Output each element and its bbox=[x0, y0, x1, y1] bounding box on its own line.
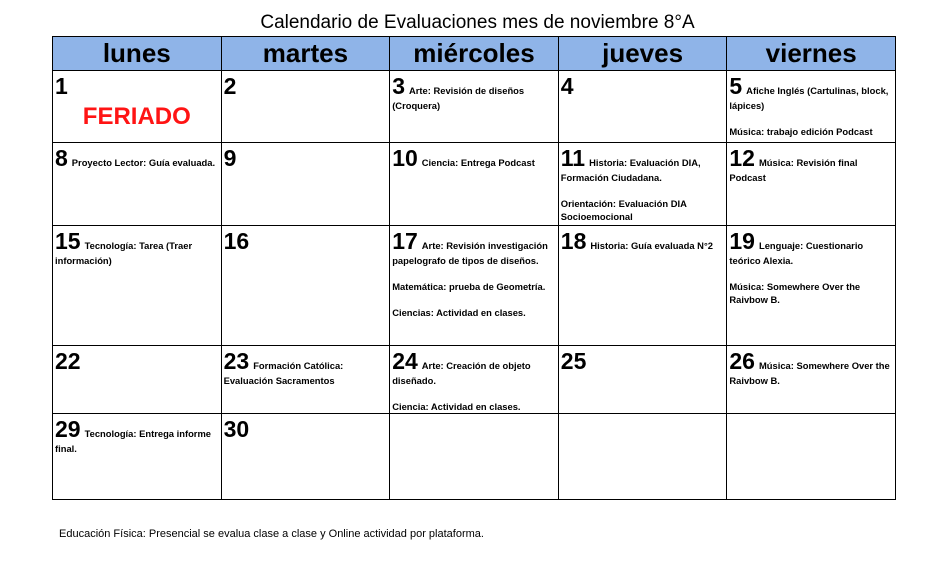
evaluation-text: Ciencia: Actividad en clases. bbox=[392, 401, 521, 412]
day-number: 12 bbox=[729, 145, 755, 171]
day-content bbox=[390, 143, 558, 171]
day-cell bbox=[727, 346, 896, 414]
day-cell bbox=[390, 346, 559, 414]
evaluation-text: Formación Católica: Evaluación Sacramentos bbox=[223, 360, 344, 386]
day-number: 23 bbox=[223, 348, 250, 374]
day-content bbox=[53, 346, 221, 374]
day-first-line bbox=[392, 73, 556, 112]
day-number: 17 bbox=[392, 228, 418, 254]
evaluation-text: Orientación: Evaluación DIA Socioemocional bbox=[560, 198, 687, 222]
header-monday: lunes bbox=[53, 37, 222, 71]
day-first-line bbox=[392, 145, 556, 171]
week-row bbox=[53, 71, 896, 143]
day-number: 24 bbox=[392, 348, 418, 374]
day-cell bbox=[727, 226, 896, 346]
evaluation-text: Ciencia: Entrega Podcast bbox=[421, 157, 535, 168]
week-row bbox=[53, 143, 896, 226]
day-content bbox=[727, 346, 895, 387]
day-first-line bbox=[224, 348, 388, 387]
evaluation-text: Música: Revisión final Podcast bbox=[729, 157, 858, 183]
day-number: 2 bbox=[223, 73, 237, 99]
day-first-line bbox=[55, 228, 219, 267]
evaluation-text: Afiche Inglés (Cartulinas, block, lápices) bbox=[729, 85, 889, 111]
day-cell bbox=[390, 143, 559, 226]
day-number: 1 bbox=[55, 73, 68, 99]
day-number: 22 bbox=[55, 348, 81, 374]
day-first-line bbox=[392, 228, 556, 267]
day-content bbox=[222, 143, 390, 171]
day-number: 26 bbox=[729, 348, 755, 374]
day-cell bbox=[727, 71, 896, 143]
evaluation-text: Historia: Guía evaluada N°2 bbox=[590, 240, 713, 251]
day-cell bbox=[53, 71, 222, 143]
day-cell bbox=[221, 143, 390, 226]
day-cell bbox=[53, 346, 222, 414]
day-first-line bbox=[561, 416, 725, 442]
weekday-header-row bbox=[53, 37, 896, 71]
day-cell bbox=[221, 346, 390, 414]
day-number: 11 bbox=[560, 145, 586, 171]
day-content bbox=[559, 143, 727, 223]
day-content bbox=[53, 71, 221, 131]
day-content bbox=[559, 226, 727, 254]
day-content bbox=[222, 414, 390, 442]
day-first-line bbox=[561, 348, 725, 374]
day-cell bbox=[727, 414, 896, 500]
day-content bbox=[727, 226, 895, 306]
day-content bbox=[559, 346, 727, 374]
day-content bbox=[390, 414, 558, 442]
day-first-line bbox=[729, 228, 893, 267]
day-cell bbox=[558, 346, 727, 414]
day-content bbox=[727, 414, 895, 442]
evaluation-text: Música: trabajo edición Podcast bbox=[729, 126, 873, 137]
calendar-body bbox=[53, 71, 896, 500]
week-row bbox=[53, 226, 896, 346]
header-friday: viernes bbox=[727, 37, 896, 71]
day-number: 4 bbox=[560, 73, 574, 99]
day-cell bbox=[53, 414, 222, 500]
evaluation-text: Tecnología: Tarea (Traer información) bbox=[55, 240, 193, 266]
day-content bbox=[53, 143, 221, 171]
day-first-line bbox=[561, 228, 725, 254]
footer-note: Educación Física: Presencial se evalua clase a clase y Online actividad por plataforma. bbox=[59, 528, 484, 540]
day-content bbox=[559, 71, 727, 99]
evaluation-text: Ciencias: Actividad en clases. bbox=[392, 307, 526, 318]
evaluation-text: Arte: Revisión de diseños (Croquera) bbox=[392, 85, 525, 111]
day-cell bbox=[221, 414, 390, 500]
day-first-line bbox=[55, 73, 219, 99]
day-content bbox=[390, 346, 558, 413]
evaluation-text: Matemática: prueba de Geometría. bbox=[392, 281, 546, 292]
day-cell bbox=[390, 71, 559, 143]
day-cell bbox=[53, 143, 222, 226]
day-first-line bbox=[55, 145, 219, 171]
day-number: 9 bbox=[223, 145, 237, 171]
day-cell bbox=[558, 226, 727, 346]
evaluation-text: Tecnología: Entrega informe final. bbox=[55, 428, 211, 454]
evaluation-text: Historia: Evaluación DIA, Formación Ciudadana. bbox=[560, 157, 701, 183]
week-row bbox=[53, 346, 896, 414]
day-content bbox=[222, 346, 390, 387]
day-number: 18 bbox=[560, 228, 587, 254]
header-tuesday: martes bbox=[221, 37, 390, 71]
week-row bbox=[53, 414, 896, 500]
day-first-line bbox=[729, 145, 893, 184]
day-first-line bbox=[224, 228, 388, 254]
day-content bbox=[53, 226, 221, 267]
day-cell bbox=[221, 226, 390, 346]
day-number: 3 bbox=[392, 73, 405, 99]
day-first-line bbox=[224, 416, 388, 442]
day-first-line bbox=[224, 73, 388, 99]
day-first-line bbox=[392, 416, 556, 442]
evaluation-text: Arte: Creación de objeto diseñado. bbox=[392, 360, 531, 386]
day-first-line bbox=[55, 416, 219, 455]
day-number: 16 bbox=[223, 228, 250, 254]
day-content bbox=[53, 414, 221, 455]
evaluation-text: Música: Somewhere Over the Raivbow B. bbox=[729, 360, 890, 386]
evaluation-text: Lenguaje: Cuestionario teórico Alexia. bbox=[729, 240, 864, 266]
day-cell bbox=[558, 143, 727, 226]
day-first-line bbox=[561, 73, 725, 99]
day-number: 10 bbox=[392, 145, 418, 171]
header-wednesday: miércoles bbox=[390, 37, 559, 71]
day-first-line bbox=[729, 416, 893, 442]
day-content bbox=[390, 226, 558, 319]
day-content bbox=[727, 143, 895, 184]
day-cell bbox=[390, 226, 559, 346]
day-content bbox=[222, 71, 390, 99]
day-cell bbox=[53, 226, 222, 346]
day-cell bbox=[558, 414, 727, 500]
calendar-table bbox=[52, 36, 896, 500]
day-first-line bbox=[561, 145, 725, 184]
day-first-line bbox=[55, 348, 219, 374]
day-cell bbox=[221, 71, 390, 143]
day-content bbox=[390, 71, 558, 112]
day-number: 25 bbox=[560, 348, 587, 374]
day-content bbox=[222, 226, 390, 254]
evaluation-text: Música: Somewhere Over the Raivbow B. bbox=[729, 281, 861, 305]
evaluation-text: Arte: Revisión investigación papelografo de tipos de diseños. bbox=[392, 240, 548, 266]
day-first-line bbox=[224, 145, 388, 171]
day-number: 19 bbox=[729, 228, 755, 254]
day-cell bbox=[727, 143, 896, 226]
evaluation-text: Proyecto Lector: Guía evaluada. bbox=[71, 157, 216, 168]
day-number: 30 bbox=[223, 416, 250, 442]
day-content bbox=[559, 414, 727, 442]
day-number: 5 bbox=[729, 73, 743, 99]
header-thursday: jueves bbox=[558, 37, 727, 71]
calendar-title: Calendario de Evaluaciones mes de noviembre 8°A bbox=[260, 12, 695, 33]
day-first-line bbox=[729, 348, 893, 387]
day-first-line bbox=[392, 348, 556, 387]
day-cell bbox=[390, 414, 559, 500]
day-first-line bbox=[729, 73, 893, 112]
holiday-label: FERIADO bbox=[82, 103, 191, 130]
day-content bbox=[727, 71, 895, 138]
day-number: 8 bbox=[55, 145, 68, 171]
day-cell bbox=[558, 71, 727, 143]
day-number: 15 bbox=[55, 228, 81, 254]
day-number: 29 bbox=[55, 416, 81, 442]
